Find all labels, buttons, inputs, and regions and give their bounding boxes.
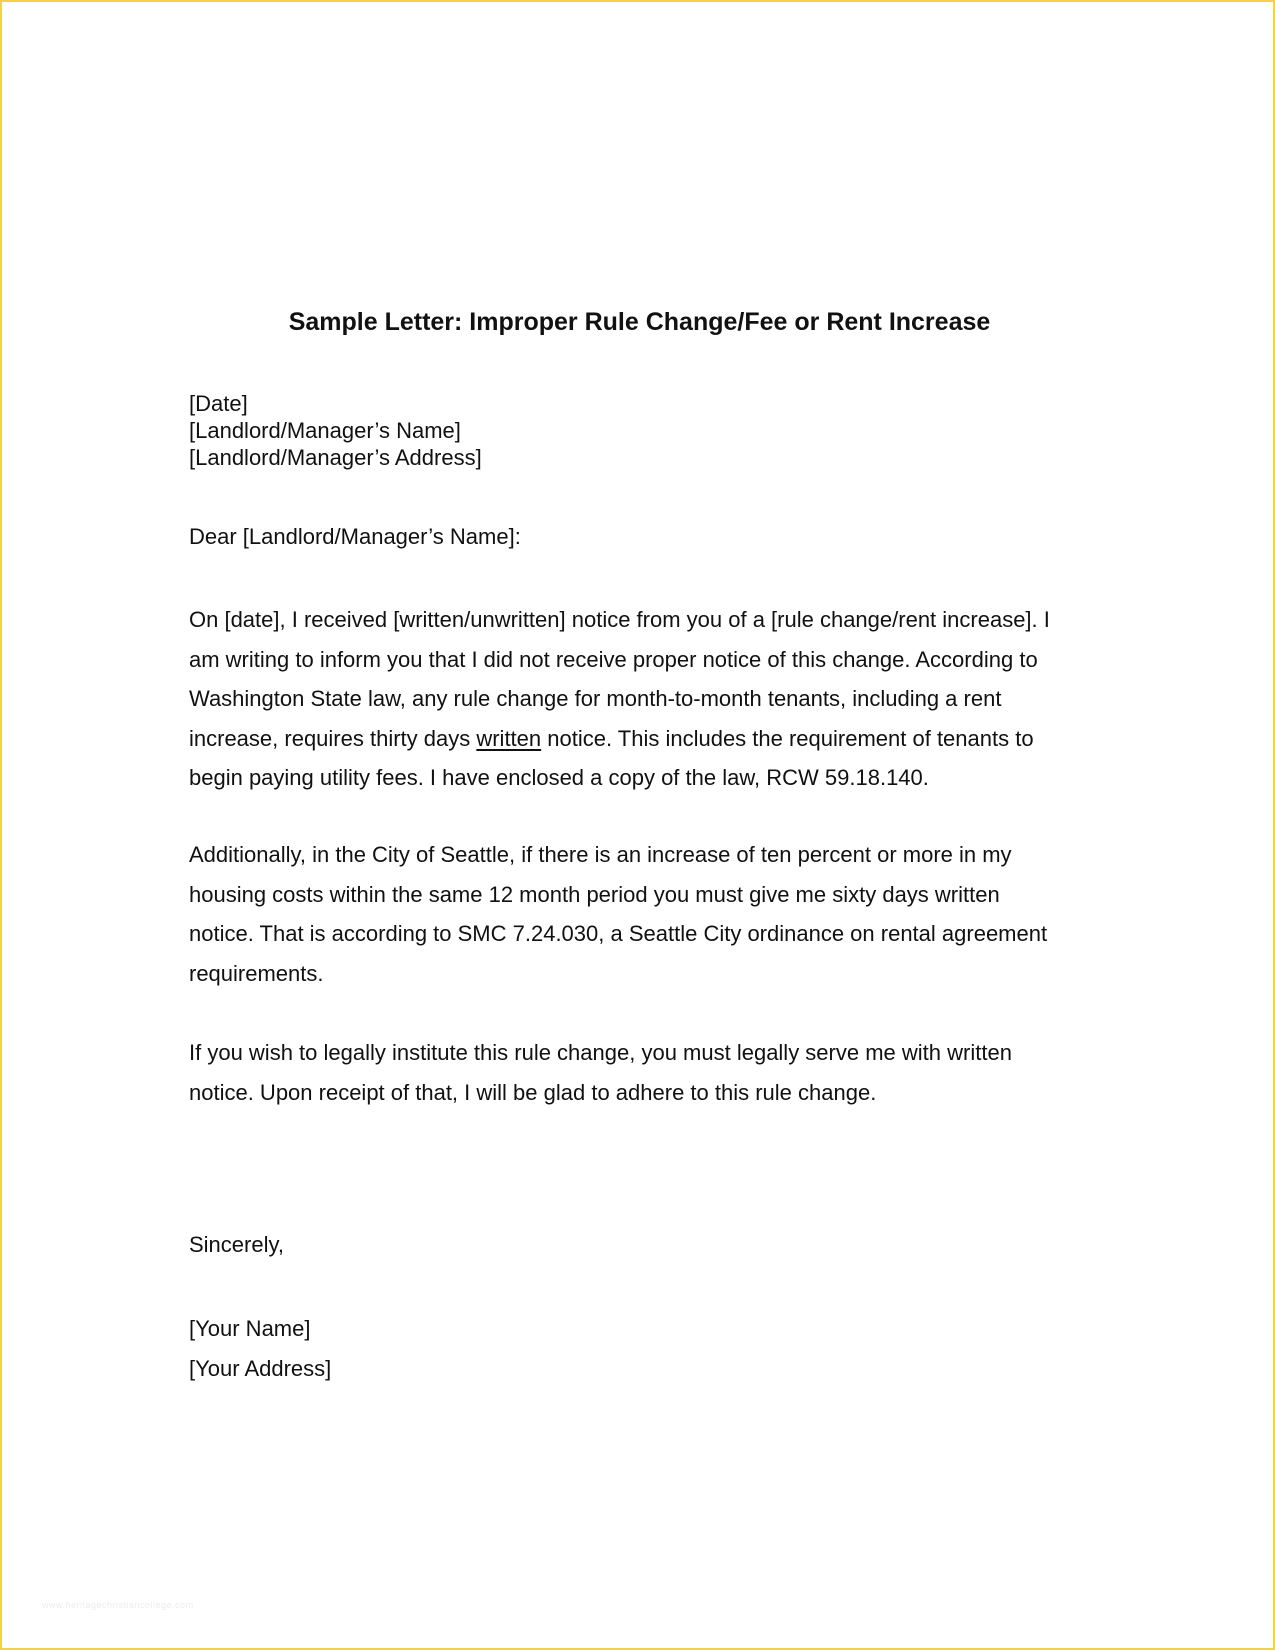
paragraph-line: Additionally, in the City of Seattle, if there is an increase of ten percent or more in my xyxy=(189,842,1012,867)
paragraph-line: requirements. xyxy=(189,960,324,986)
paragraph-line: Washington State law, any rule change for month-to-month tenants, including a rent xyxy=(189,686,1002,711)
sender-name-line: [Your Name] xyxy=(189,1316,311,1341)
paragraph-line: am writing to inform you that I did not receive proper notice of this change. According to xyxy=(189,646,1038,672)
paragraph-line-with-emphasis xyxy=(189,719,1109,759)
paragraph-line: If you wish to legally institute this rule change, you must legally serve me with written xyxy=(189,1040,1012,1065)
date-line: [Date] xyxy=(189,391,248,416)
watermark: www.heritagechristiancollege.com xyxy=(42,1600,194,1610)
landlord-name-line: [Landlord/Manager’s Name] xyxy=(189,418,461,443)
text-segment: increase, requires thirty days xyxy=(189,725,477,751)
paragraph-line: notice. That is according to SMC 7.24.030, a Seattle City ordinance on rental agreement xyxy=(189,921,1048,946)
underlined-word: written xyxy=(476,725,542,751)
paragraph-line: begin paying utility fees. I have enclosed a copy of the law, RCW 59.18.140. xyxy=(189,765,929,790)
closing: Sincerely, xyxy=(189,1232,284,1257)
landlord-address-line: [Landlord/Manager’s Address] xyxy=(189,445,482,470)
letter-title: Sample Letter: Improper Rule Change/Fee or Rent Increase xyxy=(288,308,991,336)
sender-address-line: [Your Address] xyxy=(189,1355,332,1381)
salutation: Dear [Landlord/Manager’s Name]: xyxy=(189,524,521,549)
paragraph-line: notice. Upon receipt of that, I will be glad to adhere to this rule change. xyxy=(189,1079,877,1105)
paragraph-legal-service xyxy=(189,1033,1109,1112)
signature-block xyxy=(189,1309,1109,1388)
paragraph-line: housing costs within the same 12 month period you must give me sixty days written xyxy=(189,881,1000,907)
paragraph-line: On [date], I received [written/unwritten] notice from you of a [rule change/rent increase]. I xyxy=(189,607,1050,632)
text-segment: notice. This includes the requirement of tenants to xyxy=(541,725,1034,751)
paragraph-seattle xyxy=(189,835,1109,993)
recipient-address-block xyxy=(189,390,1109,471)
paragraph-notice xyxy=(189,600,1109,798)
